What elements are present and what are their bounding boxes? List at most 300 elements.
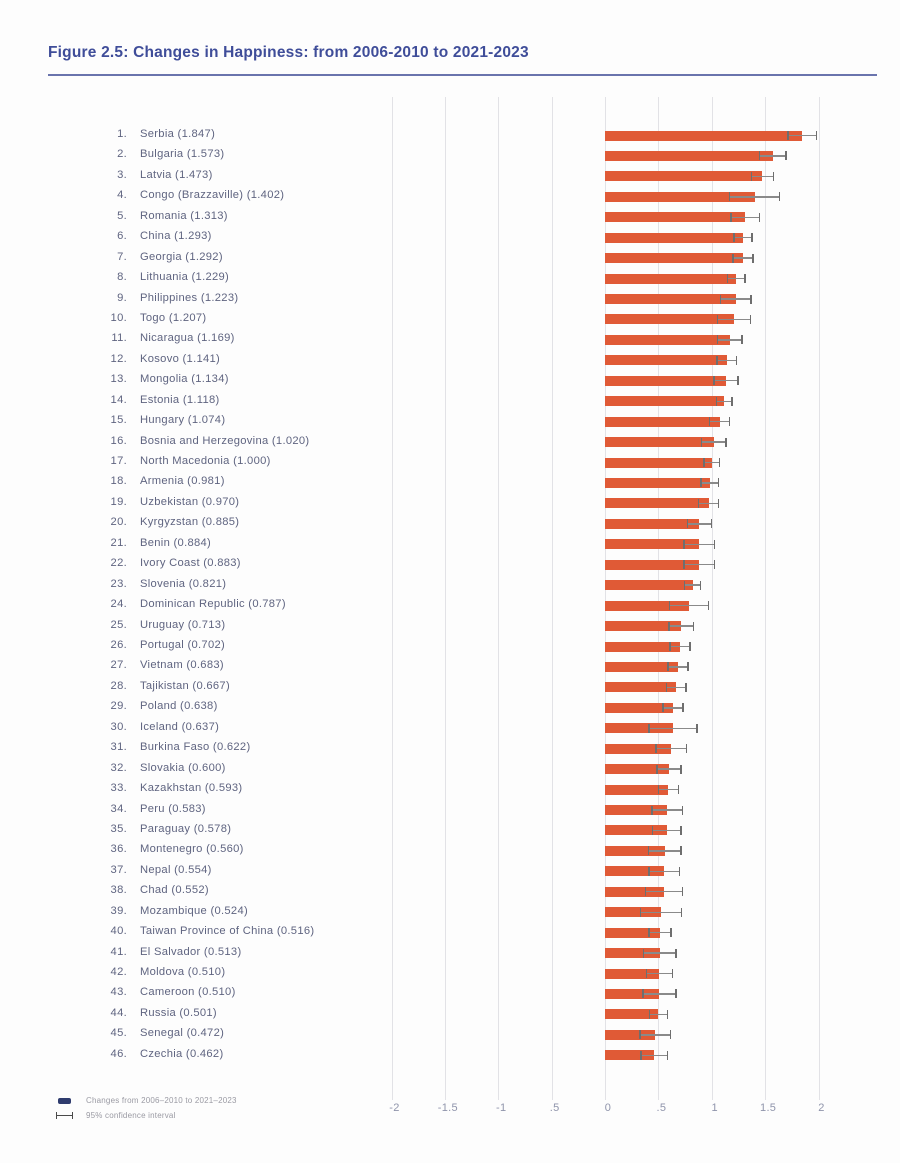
- country-rank: 25.: [110, 618, 127, 631]
- ci-whisker-cap-left: [651, 806, 652, 815]
- country-rank: 36.: [110, 843, 127, 856]
- country-name-value: Moldova (0.510): [140, 966, 226, 979]
- ci-whisker-line: [713, 380, 739, 381]
- bar: [605, 253, 743, 263]
- country-rank: 32.: [110, 761, 127, 774]
- ci-whisker-line: [668, 625, 694, 626]
- ci-whisker-cap-left: [643, 949, 644, 958]
- ci-whisker-cap-right: [718, 478, 719, 487]
- ci-whisker-cap-left: [683, 560, 684, 569]
- ci-whisker-cap-left: [733, 233, 734, 242]
- ci-whisker-line: [640, 1055, 668, 1056]
- ci-whisker-cap-left: [713, 376, 714, 385]
- x-tick-label: -2: [389, 1102, 400, 1114]
- ci-whisker-cap-right: [687, 662, 688, 671]
- country-rank: 9.: [117, 291, 127, 304]
- country-name-value: Taiwan Province of China (0.516): [140, 925, 315, 938]
- country-name-value: Kyrgyzstan (0.885): [140, 516, 240, 529]
- ci-whisker-cap-right: [689, 642, 690, 651]
- country-label: [0, 148, 388, 162]
- ci-whisker-cap-left: [703, 458, 704, 467]
- country-rank: 6.: [117, 230, 127, 243]
- country-name-value: Russia (0.501): [140, 1006, 217, 1019]
- ci-whisker-line: [729, 196, 780, 197]
- country-rank: 5.: [117, 209, 127, 222]
- ci-whisker-cap-right: [693, 622, 694, 631]
- ci-whisker-line: [716, 401, 733, 402]
- ci-whisker-cap-right: [667, 1010, 668, 1019]
- country-name-value: Bulgaria (1.573): [140, 148, 225, 161]
- country-label: [0, 680, 388, 694]
- bar: [605, 355, 727, 365]
- ci-whisker-line: [727, 278, 746, 279]
- country-rank: 37.: [110, 863, 127, 876]
- country-name-value: Hungary (1.074): [140, 414, 226, 427]
- country-label: [0, 823, 388, 837]
- ci-whisker-cap-left: [700, 478, 701, 487]
- country-label: [0, 537, 388, 551]
- ci-whisker-cap-right: [736, 356, 737, 365]
- ci-whisker-cap-right: [682, 887, 683, 896]
- ci-whisker-cap-right: [678, 785, 679, 794]
- ci-whisker-line: [666, 687, 687, 688]
- ci-whisker-cap-right: [816, 131, 817, 140]
- ci-whisker-cap-right: [686, 744, 687, 753]
- country-name-value: Chad (0.552): [140, 884, 209, 897]
- country-name-value: Montenegro (0.560): [140, 843, 244, 856]
- country-rank: 29.: [110, 700, 127, 713]
- ci-whisker-cap-right: [680, 765, 681, 774]
- country-label: [0, 659, 388, 673]
- ci-whisker-line: [709, 421, 730, 422]
- ci-whisker-line: [720, 298, 752, 299]
- ci-whisker-cap-left: [646, 969, 647, 978]
- bar: [605, 131, 802, 141]
- ci-whisker-cap-left: [667, 662, 668, 671]
- ci-whisker-cap-right: [680, 846, 681, 855]
- country-label: [0, 353, 388, 367]
- ci-whisker-line: [651, 809, 683, 810]
- ci-whisker-line: [655, 748, 687, 749]
- gridline: [392, 97, 393, 1100]
- bar: [605, 171, 762, 181]
- bar: [605, 519, 699, 529]
- ci-whisker-cap-right: [714, 540, 715, 549]
- ci-whisker-cap-right: [741, 335, 742, 344]
- ci-whisker-line: [703, 462, 720, 463]
- ci-whisker-cap-right: [675, 949, 676, 958]
- bar-series-swatch-icon: [58, 1098, 71, 1104]
- ci-whisker-cap-left: [683, 540, 684, 549]
- ci-whisker-line: [717, 319, 751, 320]
- country-rank: 35.: [110, 822, 127, 835]
- bar: [605, 233, 743, 243]
- country-rank: 15.: [110, 414, 127, 427]
- ci-whisker-cap-right: [675, 989, 676, 998]
- country-rank: 21.: [110, 536, 127, 549]
- country-label: [0, 884, 388, 898]
- country-name-value: Georgia (1.292): [140, 250, 223, 263]
- ci-whisker-cap-right: [725, 438, 726, 447]
- ci-whisker-cap-right: [682, 806, 683, 815]
- ci-whisker-cap-left: [717, 315, 718, 324]
- ci-whisker-cap-right: [679, 867, 680, 876]
- ci-whisker-cap-left: [716, 356, 717, 365]
- country-label: [0, 557, 388, 571]
- country-name-value: Congo (Brazzaville) (1.402): [140, 189, 285, 202]
- country-rank: 17.: [110, 455, 127, 468]
- ci-whisker-cap-right: [670, 928, 671, 937]
- ci-whisker-line: [700, 482, 719, 483]
- country-label: [0, 986, 388, 1000]
- ci-whisker-line: [646, 973, 674, 974]
- country-name-value: Latvia (1.473): [140, 168, 213, 181]
- country-name-value: Togo (1.207): [140, 311, 207, 324]
- ci-whisker-cap-left: [716, 397, 717, 406]
- country-label: [0, 414, 388, 428]
- country-rank: 31.: [110, 741, 127, 754]
- ci-whisker-line: [648, 871, 680, 872]
- gridline: [712, 97, 713, 1100]
- ci-whisker-cap-left: [642, 989, 643, 998]
- ci-whisker-cap-left: [639, 1030, 640, 1039]
- ci-whisker-cap-right: [759, 213, 760, 222]
- bar: [605, 478, 710, 488]
- ci-whisker-cap-left: [701, 438, 702, 447]
- ci-whisker-cap-right: [779, 192, 780, 201]
- country-name-value: Ivory Coast (0.883): [140, 557, 241, 570]
- country-name-value: Romania (1.313): [140, 209, 228, 222]
- bar: [605, 396, 724, 406]
- country-name-value: Serbia (1.847): [140, 128, 216, 140]
- country-label: [0, 925, 388, 939]
- country-rank: 3.: [117, 168, 127, 181]
- country-rank: 8.: [117, 271, 127, 284]
- country-name-value: Portugal (0.702): [140, 639, 226, 651]
- country-rank: 43.: [110, 986, 127, 999]
- country-label: [0, 598, 388, 612]
- country-label: [0, 700, 388, 714]
- ci-whisker-line: [733, 237, 752, 238]
- bar: [605, 294, 736, 304]
- ci-whisker-cap-left: [666, 683, 667, 692]
- ci-whisker-line: [649, 1014, 668, 1015]
- country-rank: 45.: [110, 1027, 127, 1040]
- ci-whisker-line: [669, 605, 710, 606]
- country-rank: 39.: [110, 904, 127, 917]
- ci-whisker-cap-left: [640, 1051, 641, 1060]
- country-rank: 26.: [110, 639, 127, 651]
- country-label: [0, 803, 388, 817]
- ci-whisker-line: [683, 544, 715, 545]
- country-rank: 2.: [117, 148, 127, 161]
- country-label: [0, 271, 388, 285]
- country-name-value: Nepal (0.554): [140, 863, 212, 876]
- ci-whisker-cap-left: [655, 744, 656, 753]
- bar: [605, 417, 720, 427]
- country-label: [0, 1048, 388, 1062]
- country-rank: 30.: [110, 720, 127, 733]
- ci-whisker-cap-right: [752, 254, 753, 263]
- country-rank: 46.: [110, 1047, 127, 1060]
- bar: [605, 335, 730, 345]
- ci-whisker-cap-left: [669, 642, 670, 651]
- country-label: [0, 230, 388, 244]
- country-label: [0, 741, 388, 755]
- country-rank: 22.: [110, 557, 127, 570]
- country-rank: 12.: [110, 352, 127, 365]
- legend-series-label: Changes from 2006–2010 to 2021–2023: [86, 1096, 237, 1105]
- ci-whisker-line: [645, 891, 683, 892]
- ci-whisker-line: [656, 768, 682, 769]
- ci-whisker-line: [652, 830, 682, 831]
- country-rank: 20.: [110, 516, 127, 529]
- gridline: [765, 97, 766, 1100]
- ci-whisker-line: [732, 257, 753, 258]
- ci-whisker-cap-right: [711, 519, 712, 528]
- ci-whisker-cap-right: [680, 826, 681, 835]
- ci-whisker-cap-left: [687, 519, 688, 528]
- ci-whisker-cap-left: [669, 601, 670, 610]
- ci-whisker-cap-left: [649, 1010, 650, 1019]
- figure-title: Figure 2.5: Changes in Happiness: from 2006-2010 to 2021-2023: [48, 44, 529, 61]
- country-rank: 18.: [110, 475, 127, 488]
- ci-whisker-cap-right: [685, 683, 686, 692]
- ci-whisker-cap-left: [648, 928, 649, 937]
- country-rank: 38.: [110, 884, 127, 897]
- ci-whisker-line: [717, 339, 743, 340]
- country-label: [0, 373, 388, 387]
- country-name-value: Mozambique (0.524): [140, 904, 249, 917]
- ci-whisker-cap-left: [729, 192, 730, 201]
- country-rank: 23.: [110, 577, 127, 590]
- bar: [605, 212, 745, 222]
- ci-whisker-line: [648, 932, 671, 933]
- ci-whisker-cap-right: [731, 397, 732, 406]
- country-label: [0, 578, 388, 592]
- ci-whisker-line: [648, 728, 697, 729]
- country-label: [0, 169, 388, 183]
- ci-whisker-line: [683, 564, 715, 565]
- ci-whisker-cap-left: [709, 417, 710, 426]
- country-label: [0, 782, 388, 796]
- country-label: [0, 843, 388, 857]
- bar: [605, 580, 693, 590]
- country-rank: 11.: [111, 332, 127, 345]
- country-rank: 34.: [110, 802, 127, 815]
- ci-whisker-cap-left: [759, 151, 760, 160]
- country-label: [0, 312, 388, 326]
- bar: [605, 274, 736, 284]
- country-name-value: North Macedonia (1.000): [140, 455, 271, 468]
- country-label: [0, 721, 388, 735]
- country-name-value: Uruguay (0.713): [140, 618, 226, 631]
- ci-whisker-line: [787, 135, 817, 136]
- country-rank: 33.: [110, 782, 127, 795]
- ci-whisker-cap-left: [717, 335, 718, 344]
- x-tick-label: -1.5: [437, 1102, 458, 1114]
- country-name-value: Senegal (0.472): [140, 1027, 225, 1040]
- ci-whisker-line: [751, 176, 774, 177]
- ci-whisker-line: [667, 666, 688, 667]
- country-name-value: Estonia (1.118): [140, 393, 220, 406]
- country-label: [0, 1027, 388, 1041]
- ci-whisker-line: [669, 646, 690, 647]
- ci-whisker-cap-left: [730, 213, 731, 222]
- country-name-value: Czechia (0.462): [140, 1047, 224, 1060]
- bar: [605, 151, 773, 161]
- country-name-value: Nicaragua (1.169): [140, 332, 235, 345]
- country-name-value: Peru (0.583): [140, 802, 206, 815]
- gridline: [819, 97, 820, 1100]
- country-label: [0, 762, 388, 776]
- country-label: [0, 619, 388, 633]
- bar: [605, 437, 714, 447]
- country-rank: 1.: [117, 128, 127, 140]
- country-label: [0, 210, 388, 224]
- country-rank: 16.: [110, 434, 127, 447]
- country-name-value: Tajikistan (0.667): [140, 679, 230, 692]
- country-rank: 44.: [110, 1006, 127, 1019]
- country-name-value: China (1.293): [140, 230, 212, 243]
- country-name-value: Burkina Faso (0.622): [140, 741, 251, 754]
- ci-whisker-cap-right: [714, 560, 715, 569]
- country-name-value: Benin (0.884): [140, 536, 212, 549]
- ci-whisker-cap-left: [720, 295, 721, 304]
- x-tick-label: -1: [496, 1102, 507, 1114]
- x-tick-label: 1.5: [760, 1102, 777, 1114]
- country-rank: 10.: [110, 311, 127, 324]
- ci-whisker-cap-right: [700, 581, 701, 590]
- country-rank: 27.: [110, 659, 127, 672]
- ci-whisker-cap-right: [785, 151, 786, 160]
- country-name-value: Lithuania (1.229): [140, 271, 230, 284]
- ci-whisker-cap-right: [708, 601, 709, 610]
- country-rank: 13.: [110, 373, 127, 386]
- ci-whisker-line: [730, 217, 760, 218]
- ci-whisker-cap-left: [787, 131, 788, 140]
- country-name-value: Kosovo (1.141): [140, 352, 221, 365]
- country-name-value: Vietnam (0.683): [140, 659, 224, 672]
- country-label: [0, 292, 388, 306]
- ci-whisker-cap-left: [684, 581, 685, 590]
- legend-ci-label: 95% confidence interval: [86, 1111, 176, 1120]
- ci-whisker-line: [643, 952, 677, 953]
- country-label: [0, 1007, 388, 1021]
- ci-whisker-cap-right: [750, 315, 751, 324]
- ci-whisker-cap-left: [656, 765, 657, 774]
- ci-whisker-cap-right: [718, 499, 719, 508]
- confidence-interval-icon: [56, 1112, 73, 1119]
- gridline: [445, 97, 446, 1100]
- country-name-value: El Salvador (0.513): [140, 945, 242, 958]
- country-label: [0, 455, 388, 469]
- ci-whisker-line: [701, 441, 727, 442]
- ci-whisker-cap-left: [658, 785, 659, 794]
- ci-whisker-cap-left: [727, 274, 728, 283]
- ci-whisker-cap-right: [670, 1030, 671, 1039]
- x-tick-label: 0: [604, 1102, 612, 1114]
- country-rank: 40.: [110, 925, 127, 938]
- country-rank: 41.: [110, 945, 127, 958]
- country-label: [0, 966, 388, 980]
- country-rank: 28.: [110, 679, 127, 692]
- country-label: [0, 496, 388, 510]
- country-label: [0, 332, 388, 346]
- ci-whisker-line: [642, 993, 676, 994]
- country-label: [0, 435, 388, 449]
- ci-whisker-cap-right: [681, 908, 682, 917]
- ci-whisker-cap-left: [648, 724, 649, 733]
- ci-whisker-line: [648, 850, 682, 851]
- ci-whisker-cap-left: [662, 703, 663, 712]
- x-tick-label: .5: [549, 1102, 560, 1114]
- country-name-value: Dominican Republic (0.787): [140, 598, 286, 611]
- ci-whisker-line: [698, 503, 719, 504]
- ci-whisker-cap-left: [640, 908, 641, 917]
- bar: [605, 498, 709, 508]
- ci-whisker-cap-left: [668, 622, 669, 631]
- country-label: [0, 475, 388, 489]
- x-tick-label: 1: [711, 1102, 718, 1114]
- ci-whisker-cap-right: [744, 274, 745, 283]
- country-name-value: Uzbekistan (0.970): [140, 495, 240, 508]
- ci-whisker-line: [662, 707, 683, 708]
- country-rank: 14.: [110, 393, 127, 406]
- country-rank: 42.: [110, 966, 127, 979]
- country-name-value: Kazakhstan (0.593): [140, 782, 243, 795]
- country-rank: 19.: [110, 495, 127, 508]
- ci-whisker-line: [759, 155, 787, 156]
- country-name-value: Armenia (0.981): [140, 475, 225, 488]
- country-label: [0, 251, 388, 265]
- ci-whisker-cap-left: [751, 172, 752, 181]
- country-rank: 24.: [110, 598, 127, 611]
- gridline: [498, 97, 499, 1100]
- ci-whisker-line: [716, 360, 737, 361]
- bar: [605, 458, 712, 468]
- x-tick-label: 2: [818, 1102, 825, 1114]
- ci-whisker-cap-right: [667, 1051, 668, 1060]
- ci-whisker-cap-left: [645, 887, 646, 896]
- ci-whisker-line: [684, 584, 701, 585]
- country-label: [0, 639, 388, 653]
- legend: [56, 1094, 356, 1124]
- ci-whisker-cap-right: [750, 295, 751, 304]
- ci-whisker-cap-right: [751, 233, 752, 242]
- ci-whisker-cap-right: [719, 458, 720, 467]
- country-name-value: Slovenia (0.821): [140, 577, 227, 590]
- country-name-value: Iceland (0.637): [140, 720, 220, 733]
- country-label: [0, 946, 388, 960]
- country-name-value: Mongolia (1.134): [140, 373, 229, 386]
- country-rank: 4.: [117, 189, 127, 202]
- country-name-value: Paraguay (0.578): [140, 822, 232, 835]
- country-name-value: Cameroon (0.510): [140, 986, 236, 999]
- legend-series-row: [56, 1094, 356, 1109]
- ci-whisker-cap-right: [737, 376, 738, 385]
- country-label: [0, 516, 388, 530]
- ci-whisker-line: [687, 523, 713, 524]
- legend-ci-row: [56, 1109, 356, 1124]
- ci-whisker-cap-right: [729, 417, 730, 426]
- country-name-value: Poland (0.638): [140, 700, 218, 713]
- ci-whisker-cap-right: [672, 969, 673, 978]
- ci-whisker-line: [639, 1034, 671, 1035]
- country-label: [0, 189, 388, 203]
- bar: [605, 376, 726, 386]
- ci-whisker-cap-right: [682, 703, 683, 712]
